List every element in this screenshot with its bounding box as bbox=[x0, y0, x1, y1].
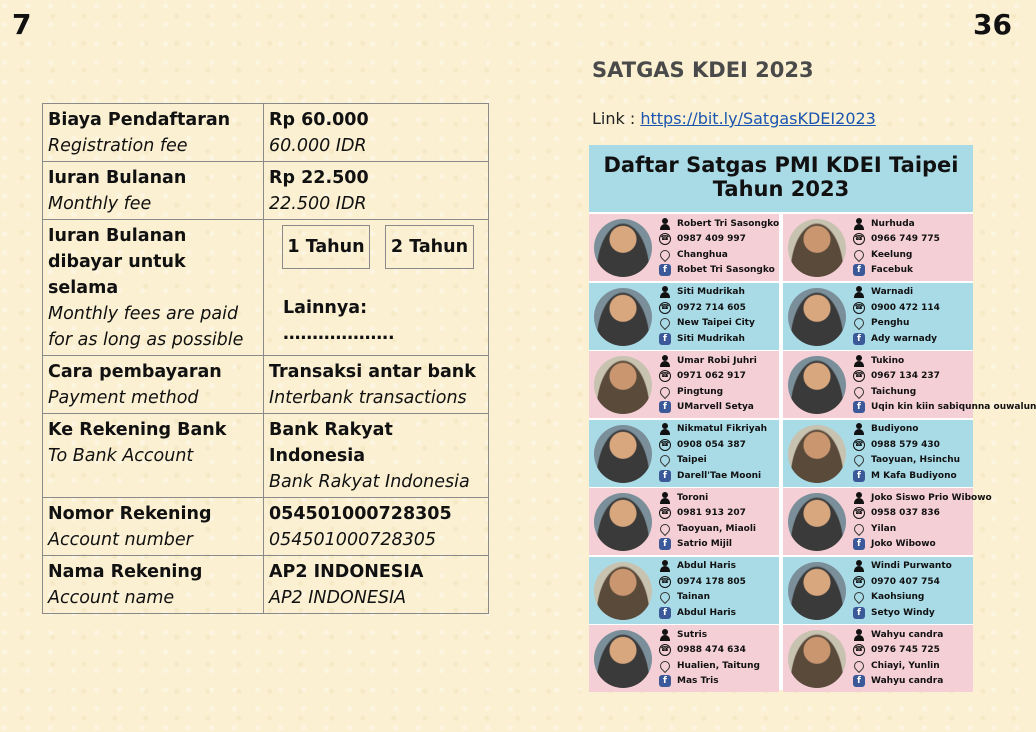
contact-card bbox=[589, 351, 779, 418]
contact-facebook-line bbox=[659, 263, 777, 279]
person-icon bbox=[853, 560, 865, 572]
phone-icon: ☎ bbox=[853, 233, 865, 245]
contact-city: Pingtung bbox=[677, 386, 724, 397]
contact-name: Siti Mudrikah bbox=[677, 287, 745, 298]
contact-phone-line bbox=[659, 232, 777, 248]
contact-name-line bbox=[853, 285, 971, 301]
avatar bbox=[594, 630, 652, 688]
contact-phone: 0976 745 725 bbox=[871, 645, 940, 656]
payment-label-cell bbox=[43, 498, 264, 556]
contact-facebook[interactable]: Abdul Haris bbox=[677, 607, 736, 618]
contact-info bbox=[659, 422, 777, 484]
contact-info bbox=[853, 216, 971, 278]
fee-value-cell bbox=[264, 104, 489, 162]
contact-facebook-line bbox=[659, 537, 777, 553]
account-number-value-en: 054501000728305 bbox=[269, 530, 437, 550]
poster-title-line-1: Daftar Satgas PMI KDEI Taipei bbox=[603, 153, 959, 177]
contact-info bbox=[659, 490, 777, 552]
contact-info bbox=[853, 285, 971, 347]
contact-info bbox=[853, 627, 971, 689]
duration-label: Iuran Bulanan dibayar untuk selama bbox=[48, 226, 187, 298]
location-pin-icon bbox=[658, 659, 672, 673]
person-icon bbox=[659, 629, 671, 641]
contact-city-line bbox=[853, 521, 971, 537]
location-pin-icon bbox=[658, 385, 672, 399]
contact-phone: 0981 913 207 bbox=[677, 508, 746, 519]
phone-icon: ☎ bbox=[853, 507, 865, 519]
avatar bbox=[788, 630, 846, 688]
contact-city-line bbox=[659, 453, 777, 469]
person-icon bbox=[853, 423, 865, 435]
contact-phone: 0958 037 836 bbox=[871, 508, 940, 519]
contact-phone-line bbox=[853, 643, 971, 659]
phone-icon: ☎ bbox=[659, 370, 671, 382]
contact-row bbox=[589, 557, 973, 626]
option-other[interactable]: Lainnya: ………………. bbox=[283, 298, 395, 344]
facebook-icon: f bbox=[853, 607, 865, 619]
monthly-fee-value-en: 22.500 IDR bbox=[269, 194, 367, 214]
avatar bbox=[788, 356, 846, 414]
bank-value-en: Bank Rakyat Indonesia bbox=[269, 472, 470, 492]
contact-name: Nikmatul Fikriyah bbox=[677, 424, 768, 435]
contact-card bbox=[589, 214, 779, 281]
avatar bbox=[788, 562, 846, 620]
contact-phone-line bbox=[853, 369, 971, 385]
person-icon bbox=[659, 218, 671, 230]
contact-phone-line bbox=[853, 232, 971, 248]
contact-info bbox=[853, 422, 971, 484]
account-number-label: Nomor Rekening bbox=[48, 504, 212, 524]
contact-card bbox=[783, 557, 973, 624]
contact-info bbox=[659, 559, 777, 621]
contact-card bbox=[589, 557, 779, 624]
payment-label-cell bbox=[43, 356, 264, 414]
contact-city-line bbox=[659, 590, 777, 606]
location-pin-icon bbox=[852, 453, 866, 467]
facebook-icon: f bbox=[853, 401, 865, 413]
facebook-icon: f bbox=[659, 470, 671, 482]
monthly-fee-value: Rp 22.500 bbox=[269, 168, 369, 188]
monthly-fee-label-en: Monthly fee bbox=[48, 194, 152, 214]
satgas-poster bbox=[589, 145, 1036, 690]
contact-name: Robert Tri Sasongko bbox=[677, 218, 780, 229]
phone-icon: ☎ bbox=[853, 576, 865, 588]
contact-row bbox=[589, 214, 973, 283]
contact-row bbox=[589, 488, 992, 557]
contact-phone-line bbox=[659, 369, 777, 385]
contact-card bbox=[783, 488, 992, 555]
contact-facebook[interactable]: Satrio Mijil bbox=[677, 539, 732, 550]
location-pin-icon bbox=[852, 385, 866, 399]
avatar bbox=[594, 356, 652, 414]
person-icon bbox=[853, 286, 865, 298]
contact-facebook-line bbox=[853, 400, 1036, 416]
facebook-icon: f bbox=[659, 607, 671, 619]
contact-grid bbox=[589, 214, 1036, 694]
duration-label-cell bbox=[43, 220, 264, 356]
contact-phone-line bbox=[659, 300, 777, 316]
person-icon bbox=[853, 492, 865, 504]
account-name-label: Nama Rekening bbox=[48, 562, 203, 582]
phone-icon: ☎ bbox=[853, 302, 865, 314]
contact-city: Taichung bbox=[871, 386, 917, 397]
contact-info bbox=[853, 559, 971, 621]
contact-row bbox=[589, 351, 1036, 420]
location-pin-icon bbox=[852, 590, 866, 604]
contact-city: Taoyuan, Miaoli bbox=[677, 523, 757, 534]
contact-name: Abdul Haris bbox=[677, 561, 736, 572]
avatar bbox=[788, 219, 846, 277]
account-name-value: AP2 INDONESIA bbox=[269, 562, 424, 582]
table-row bbox=[43, 356, 489, 414]
contact-facebook-line bbox=[853, 537, 971, 553]
contact-city-line bbox=[659, 384, 777, 400]
phone-icon: ☎ bbox=[659, 439, 671, 451]
contact-city-line bbox=[659, 316, 777, 332]
bank-label: Ke Rekening Bank bbox=[48, 420, 227, 440]
contact-facebook[interactable]: UMarvell Setya bbox=[677, 402, 754, 413]
contact-phone-line bbox=[659, 437, 777, 453]
account-number-value: 054501000728305 bbox=[269, 504, 452, 524]
contact-facebook[interactable]: Siti Mudrikah bbox=[677, 333, 745, 344]
contact-city-line bbox=[659, 521, 777, 537]
poster-title-line-2: Tahun 2023 bbox=[712, 177, 850, 201]
fee-value-cell bbox=[264, 162, 489, 220]
contact-name-line bbox=[853, 627, 971, 643]
contact-phone: 0988 579 430 bbox=[871, 439, 940, 450]
person-icon bbox=[659, 355, 671, 367]
contact-facebook-line bbox=[853, 263, 971, 279]
payment-value-cell bbox=[264, 498, 489, 556]
payment-value-cell bbox=[264, 356, 489, 414]
monthly-fee-label: Iuran Bulanan bbox=[48, 168, 187, 188]
payment-value-cell bbox=[264, 414, 489, 498]
contact-facebook[interactable]: Facebuk bbox=[871, 265, 913, 276]
contact-name-line bbox=[853, 422, 971, 438]
contact-city-line bbox=[853, 247, 971, 263]
phone-icon: ☎ bbox=[659, 644, 671, 656]
facebook-icon: f bbox=[853, 470, 865, 482]
contact-city: Tainan bbox=[677, 592, 711, 603]
contact-facebook-line bbox=[659, 605, 777, 621]
contact-facebook[interactable]: Wahyu candra bbox=[871, 676, 944, 687]
phone-icon: ☎ bbox=[659, 302, 671, 314]
contact-facebook[interactable]: Uqin kin kiin sabiqunna ouwalun bbox=[871, 402, 1036, 413]
contact-info bbox=[659, 216, 780, 278]
contact-facebook[interactable]: Mas Tris bbox=[677, 676, 719, 687]
location-pin-icon bbox=[658, 316, 672, 330]
phone-icon: ☎ bbox=[853, 370, 865, 382]
contact-info bbox=[659, 627, 777, 689]
facebook-icon: f bbox=[659, 333, 671, 345]
contact-phone: 0967 134 237 bbox=[871, 371, 940, 382]
location-pin-icon bbox=[658, 522, 672, 536]
phone-icon: ☎ bbox=[659, 507, 671, 519]
page-number-left: 7 bbox=[12, 8, 32, 41]
contact-facebook-line bbox=[853, 605, 971, 621]
facebook-icon: f bbox=[659, 264, 671, 276]
satgas-link[interactable]: https://bit.ly/SatgasKDEI2023 bbox=[640, 109, 876, 128]
contact-phone-line bbox=[853, 300, 971, 316]
contact-phone-line bbox=[659, 506, 777, 522]
table-row bbox=[43, 498, 489, 556]
person-icon bbox=[659, 423, 671, 435]
location-pin-icon bbox=[852, 522, 866, 536]
contact-city: Yilan bbox=[871, 523, 897, 534]
table-row bbox=[43, 162, 489, 220]
contact-card bbox=[589, 488, 779, 555]
contact-facebook-line bbox=[659, 400, 777, 416]
link-row bbox=[592, 109, 876, 128]
contact-phone: 0971 062 917 bbox=[677, 371, 746, 382]
avatar bbox=[594, 288, 652, 346]
location-pin-icon bbox=[852, 659, 866, 673]
contact-facebook[interactable]: Robet Tri Sasongko bbox=[677, 265, 775, 276]
facebook-icon: f bbox=[853, 538, 865, 550]
contact-city-line bbox=[853, 316, 971, 332]
table-row bbox=[43, 220, 489, 356]
avatar bbox=[594, 562, 652, 620]
contact-facebook-line bbox=[659, 331, 777, 347]
contact-facebook-line bbox=[659, 674, 777, 690]
contact-city: Taipei bbox=[677, 455, 707, 466]
payment-method-label: Cara pembayaran bbox=[48, 362, 222, 382]
satgas-title: SATGAS KDEI 2023 bbox=[592, 58, 814, 82]
contact-name: Tukino bbox=[871, 355, 905, 366]
contact-city: Hualien, Taitung bbox=[677, 660, 760, 671]
contact-city-line bbox=[853, 658, 971, 674]
contact-name-line bbox=[853, 216, 971, 232]
contact-name: Nurhuda bbox=[871, 218, 915, 229]
contact-name: Umar Robi Juhri bbox=[677, 355, 757, 366]
contact-name-line bbox=[659, 490, 777, 506]
contact-row bbox=[589, 420, 973, 489]
duration-label-en: Monthly fees are paid for as long as possible bbox=[48, 304, 244, 350]
contact-city: Penghu bbox=[871, 318, 910, 329]
contact-facebook[interactable]: Joko Wibowo bbox=[871, 539, 936, 550]
registration-fee-value-en: 60.000 IDR bbox=[269, 136, 367, 156]
facebook-icon: f bbox=[659, 538, 671, 550]
fee-label-cell bbox=[43, 162, 264, 220]
contact-name-line bbox=[659, 353, 777, 369]
bank-label-en: To Bank Account bbox=[48, 446, 194, 466]
contact-phone-line bbox=[659, 574, 777, 590]
payment-label-cell bbox=[43, 414, 264, 498]
payment-label-cell bbox=[43, 556, 264, 614]
payment-method-label-en: Payment method bbox=[48, 388, 199, 408]
contact-info bbox=[659, 353, 777, 415]
contact-card bbox=[783, 420, 973, 487]
contact-phone: 0966 749 775 bbox=[871, 234, 940, 245]
fee-table bbox=[42, 103, 489, 614]
option-2-year-box[interactable]: 2 Tahun bbox=[385, 225, 474, 269]
duration-options-cell bbox=[264, 220, 489, 356]
contact-city: Changhua bbox=[677, 249, 728, 260]
table-row bbox=[43, 104, 489, 162]
contact-facebook[interactable]: Setyo Windy bbox=[871, 607, 935, 618]
avatar bbox=[594, 219, 652, 277]
location-pin-icon bbox=[658, 248, 672, 262]
payment-method-value: Transaksi antar bank bbox=[269, 362, 476, 382]
avatar bbox=[594, 425, 652, 483]
facebook-icon: f bbox=[853, 264, 865, 276]
contact-facebook-line bbox=[659, 468, 777, 484]
contact-row bbox=[589, 283, 973, 352]
contact-city: Keelung bbox=[871, 249, 913, 260]
contact-name: Budiyono bbox=[871, 424, 919, 435]
contact-facebook[interactable]: Ady warnady bbox=[871, 333, 938, 344]
contact-card bbox=[589, 625, 779, 692]
account-name-value-en: AP2 INDONESIA bbox=[269, 588, 407, 608]
contact-phone-line bbox=[853, 574, 971, 590]
location-pin-icon bbox=[852, 248, 866, 262]
phone-icon: ☎ bbox=[659, 576, 671, 588]
contact-info bbox=[659, 285, 777, 347]
poster-header bbox=[589, 145, 973, 212]
registration-fee-label-en: Registration fee bbox=[48, 136, 188, 156]
person-icon bbox=[853, 629, 865, 641]
contact-row bbox=[589, 625, 973, 694]
fee-label-cell bbox=[43, 104, 264, 162]
contact-name: Wahyu candra bbox=[871, 629, 944, 640]
phone-icon: ☎ bbox=[853, 644, 865, 656]
payment-value-cell bbox=[264, 556, 489, 614]
phone-icon: ☎ bbox=[853, 439, 865, 451]
contact-name: Warnadi bbox=[871, 287, 914, 298]
contact-phone-line bbox=[659, 643, 777, 659]
contact-card bbox=[783, 214, 973, 281]
contact-name-line bbox=[853, 559, 971, 575]
contact-name-line bbox=[853, 353, 971, 369]
bank-value: Bank Rakyat Indonesia bbox=[269, 420, 393, 466]
payment-method-value-en: Interbank transactions bbox=[269, 388, 467, 408]
contact-card bbox=[783, 351, 1036, 418]
contact-city: Taoyuan, Hsinchu bbox=[871, 455, 961, 466]
contact-facebook-line bbox=[853, 468, 971, 484]
contact-facebook[interactable]: M Kafa Budiyono bbox=[871, 470, 957, 481]
avatar bbox=[788, 425, 846, 483]
contact-phone-line bbox=[853, 506, 971, 522]
contact-card bbox=[783, 283, 973, 350]
contact-info bbox=[853, 353, 1036, 415]
contact-name-line bbox=[659, 285, 777, 301]
contact-city-line bbox=[853, 590, 971, 606]
facebook-icon: f bbox=[659, 675, 671, 687]
contact-phone: 0900 472 114 bbox=[871, 302, 940, 313]
location-pin-icon bbox=[852, 316, 866, 330]
page-number-right: 36 bbox=[973, 8, 1012, 41]
contact-name-line bbox=[853, 490, 992, 506]
contact-name: Joko Siswo Prio Wibowo bbox=[871, 492, 992, 503]
registration-fee-label: Biaya Pendaftaran bbox=[48, 110, 231, 130]
contact-name-line bbox=[659, 422, 777, 438]
facebook-icon: f bbox=[853, 333, 865, 345]
contact-phone-line bbox=[853, 437, 971, 453]
location-pin-icon bbox=[658, 453, 672, 467]
contact-name-line bbox=[659, 559, 777, 575]
table-row bbox=[43, 414, 489, 498]
contact-phone: 0972 714 605 bbox=[677, 302, 746, 313]
avatar bbox=[594, 493, 652, 551]
contact-phone: 0908 054 387 bbox=[677, 439, 746, 450]
contact-city-line bbox=[659, 658, 777, 674]
contact-city: New Taipei City bbox=[677, 318, 755, 329]
contact-name-line bbox=[659, 627, 777, 643]
contact-name: Sutris bbox=[677, 629, 708, 640]
contact-facebook-line bbox=[853, 674, 971, 690]
account-number-label-en: Account number bbox=[48, 530, 193, 550]
contact-city-line bbox=[853, 384, 971, 400]
contact-phone: 0988 474 634 bbox=[677, 645, 746, 656]
contact-facebook-line bbox=[853, 331, 971, 347]
contact-card bbox=[783, 625, 973, 692]
person-icon bbox=[659, 492, 671, 504]
registration-fee-value: Rp 60.000 bbox=[269, 110, 369, 130]
location-pin-icon bbox=[658, 590, 672, 604]
table-row bbox=[43, 556, 489, 614]
link-label: Link : bbox=[592, 109, 636, 128]
contact-phone: 0987 409 997 bbox=[677, 234, 746, 245]
contact-city-line bbox=[853, 453, 971, 469]
phone-icon: ☎ bbox=[659, 233, 671, 245]
person-icon bbox=[853, 218, 865, 230]
avatar bbox=[788, 493, 846, 551]
account-name-label-en: Account name bbox=[48, 588, 175, 608]
contact-city-line bbox=[659, 247, 777, 263]
avatar bbox=[788, 288, 846, 346]
contact-card bbox=[589, 283, 779, 350]
contact-name: Windi Purwanto bbox=[871, 561, 952, 572]
option-1-year-box[interactable]: 1 Tahun bbox=[282, 225, 370, 269]
facebook-icon: f bbox=[853, 675, 865, 687]
contact-name-line bbox=[659, 216, 780, 232]
person-icon bbox=[659, 560, 671, 572]
contact-phone: 0970 407 754 bbox=[871, 576, 940, 587]
contact-card bbox=[589, 420, 779, 487]
person-icon bbox=[659, 286, 671, 298]
contact-phone: 0974 178 805 bbox=[677, 576, 746, 587]
contact-facebook[interactable]: Darell'Tae Mooni bbox=[677, 470, 762, 481]
contact-name: Toroni bbox=[677, 492, 709, 503]
contact-city: Kaohsiung bbox=[871, 592, 925, 603]
contact-city: Chiayi, Yunlin bbox=[871, 660, 940, 671]
facebook-icon: f bbox=[659, 401, 671, 413]
contact-info bbox=[853, 490, 992, 552]
person-icon bbox=[853, 355, 865, 367]
